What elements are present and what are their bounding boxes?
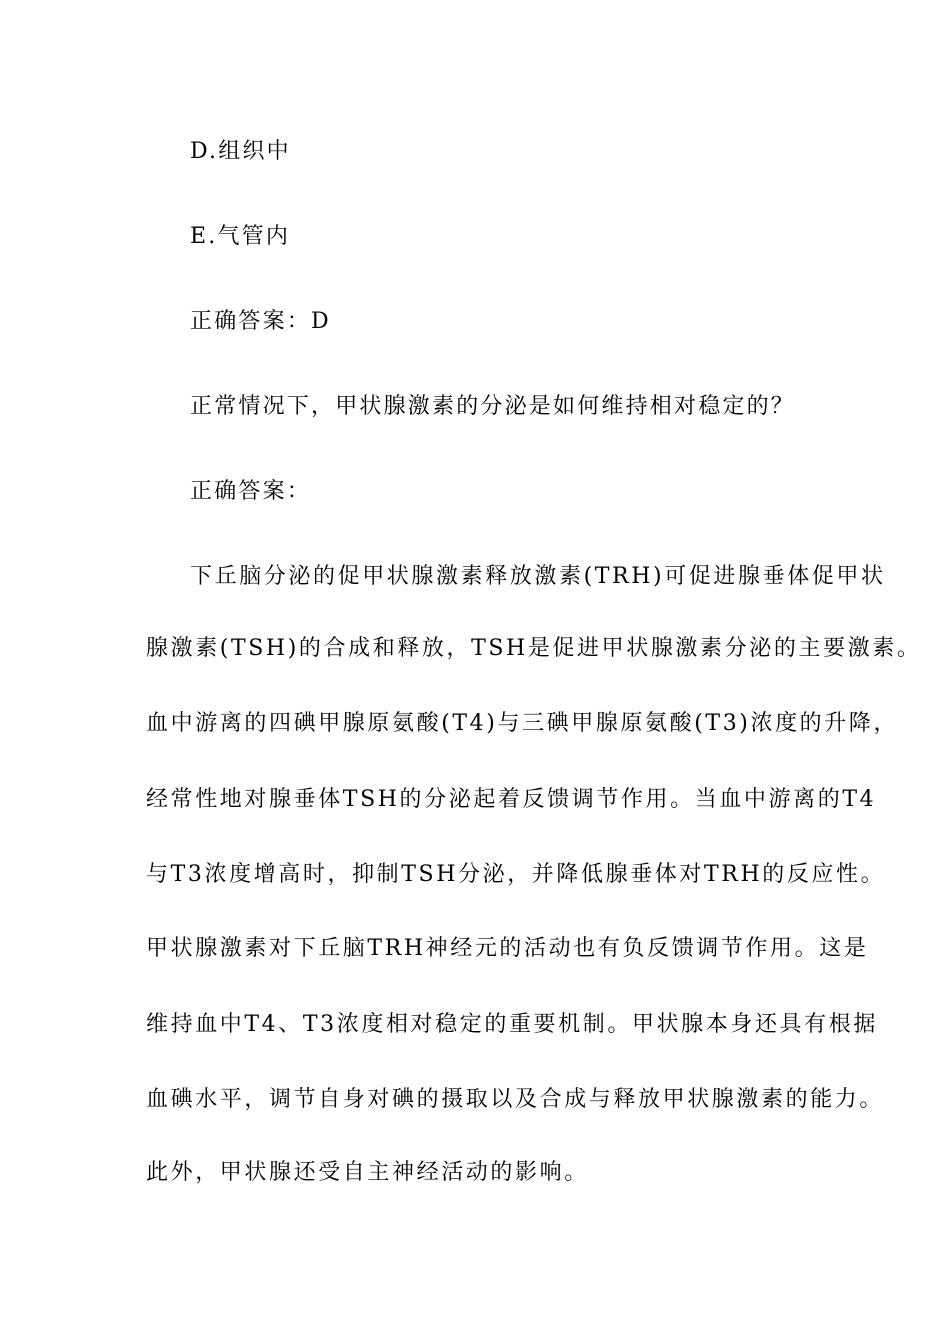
explanation-line: 腺激素(TSH)的合成和释放，TSH是促进甲状腺激素分泌的主要激素。 — [146, 636, 922, 661]
explanation-line: 与T3浓度增高时，抑制TSH分泌，并降低腺垂体对TRH的反应性。 — [146, 862, 886, 887]
correct-answer: 正确答案：D — [190, 309, 331, 334]
explanation-line: 此外，甲状腺还受自主神经活动的影响。 — [146, 1160, 589, 1185]
explanation-line: 维持血中T4、T3浓度相对稳定的重要机制。甲状腺本身还具有根据 — [146, 1012, 878, 1037]
explanation-line: 血碘水平，调节自身对碘的摄取以及合成与释放甲状腺激素的能力。 — [146, 1087, 885, 1112]
option-d: D.组织中 — [190, 139, 291, 164]
explanation-line: 血中游离的四碘甲腺原氨酸(T4)与三碘甲腺原氨酸(T3)浓度的升降， — [146, 711, 899, 736]
explanation-line: 甲状腺激素对下丘脑TRH神经元的活动也有负反馈调节作用。这是 — [146, 936, 869, 961]
explanation-line: 经常性地对腺垂体TSH的分泌起着反馈调节作用。当血中游离的T4 — [146, 787, 877, 812]
explanation-line: 下丘脑分泌的促甲状腺激素释放激素(TRH)可促进腺垂体促甲状 — [190, 564, 886, 589]
correct-answer-label: 正确答案： — [190, 479, 312, 504]
option-e: E.气管内 — [190, 224, 291, 249]
question-text: 正常情况下，甲状腺激素的分泌是如何维持相对稳定的？ — [190, 394, 796, 419]
